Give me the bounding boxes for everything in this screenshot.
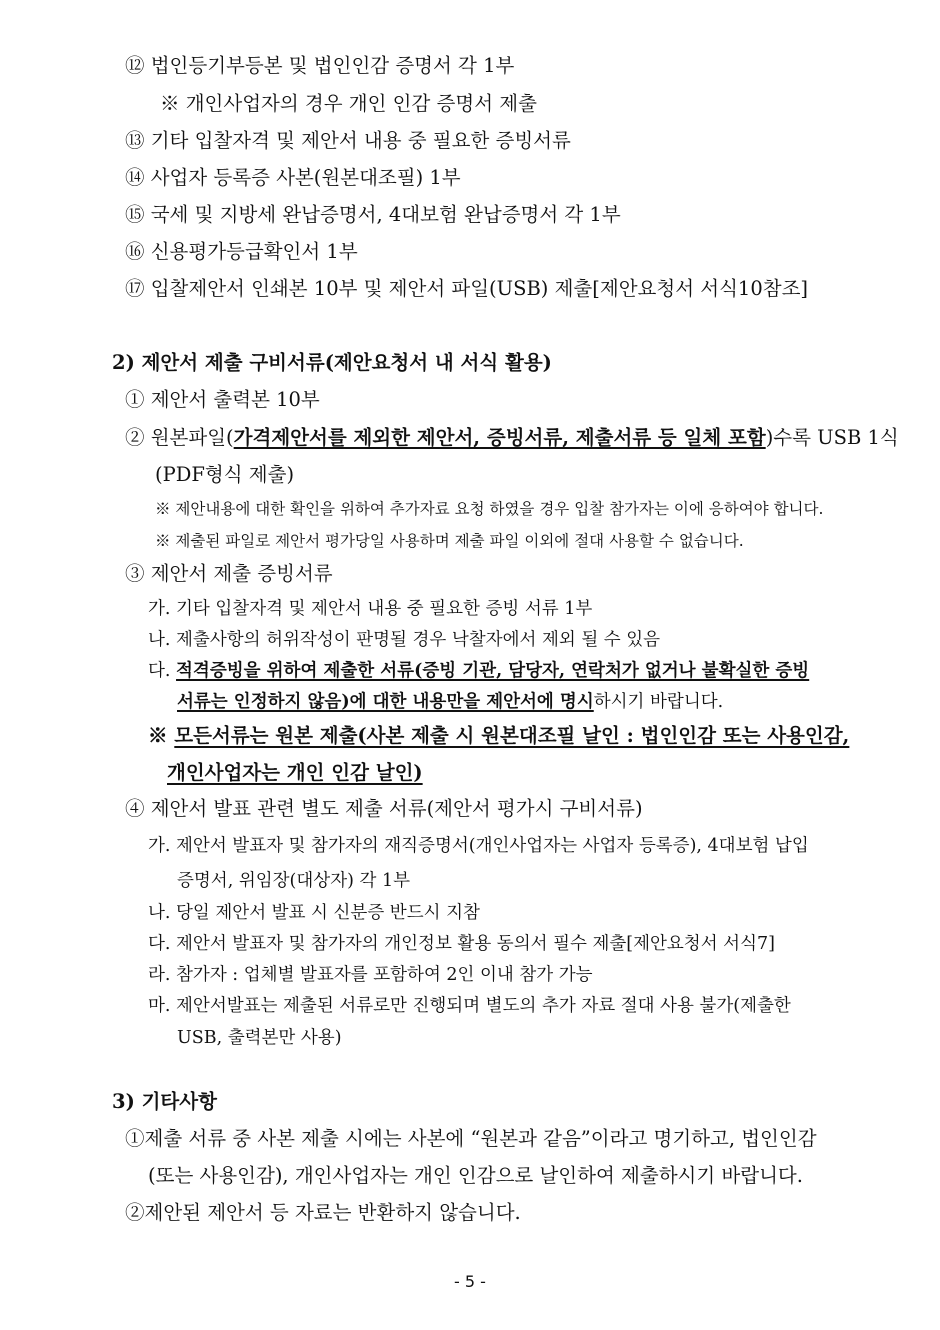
sec2-item-4-a: 가. 제안서 발표자 및 참가자의 재직증명서(개인사업자는 사업자 등록증), 4대보험 납입 [148,836,809,856]
sec2-item-4-e: 마. 제안서발표는 제출된 서류로만 진행되며 별도의 추가 자료 절대 사용 불가(제출한 [148,996,791,1016]
sec2-item-4-a-continued: 증명서, 위임장(대상자) 각 1부 [177,871,410,891]
sec2-item-3-c2-underlined: 서류는 인정하지 않음)에 대한 내용만을 제안서에 명시 [177,692,594,712]
sec2-note-2: ※ 제출된 파일로 제안서 평가당일 사용하며 제출 파일 이외에 절대 사용할 수 없습니다. [155,532,744,550]
sec2-item-4: ④ 제안서 발표 관련 별도 제출 서류(제안서 평가시 구비서류) [125,797,643,820]
sec2-item-4-b: 나. 당일 제안서 발표 시 신분증 반드시 지참 [148,903,480,923]
sec2-item-3-b: 나. 제출사항의 허위작성이 판명될 경우 낙찰자에서 제외 될 수 있음 [148,630,661,650]
sec2-warning-line-2-text: 개인사업자는 개인 인감 날인) [167,761,423,784]
sec2-item-3-c [148,663,809,681]
sec2-item-3-c-underlined: 적격증빙을 위하여 제출한 서류(증빙 기관, 담당자, 연락처가 없거나 불확실한 증빙 [176,661,810,681]
item-12-note: ※ 개인사업자의 경우 개인 인감 증명서 제출 [160,92,537,115]
page-number: - 5 - [454,1272,486,1291]
item-13: ⑬ 기타 입찰자격 및 제안서 내용 중 필요한 증빙서류 [125,129,571,152]
sec2-item-4-d: 라. 참가자 : 업체별 발표자를 포함하여 2인 이내 참가 가능 [148,965,593,985]
item-14: ⑭ 사업자 등록증 사본(원본대조필) 1부 [125,166,461,189]
item-16: ⑯ 신용평가등급확인서 1부 [125,240,358,263]
sec2-item-3: ③ 제안서 제출 증빙서류 [125,562,333,585]
sec2-item-3-c2-suffix: 하시기 바랍니다. [593,692,724,712]
item-15: ⑮ 국세 및 지방세 완납증명서, 4대보험 완납증명서 각 1부 [125,203,621,226]
item-17: ⑰ 입찰제안서 인쇄본 10부 및 제안서 파일(USB) 제출[제안요청서 서식10참조] [125,277,809,300]
sec2-item-2 [125,428,899,448]
sec2-warning [148,726,849,746]
sec2-item-4-c: 다. 제안서 발표자 및 참가자의 개인정보 활용 동의서 필수 제출[제안요청서 서식7] [148,934,775,954]
sec2-item-2-continued: (PDF형식 제출) [155,463,295,486]
sec2-item-3-a: 가. 기타 입찰자격 및 제안서 내용 중 필요한 증빙 서류 1부 [148,599,593,619]
section-2-heading: 2) 제안서 제출 구비서류(제안요청서 내 서식 활용) [112,351,552,374]
sec2-item-2-prefix: ② 원본파일( [125,426,234,449]
sec3-item-2: ②제안된 제안서 등 자료는 반환하지 않습니다. [125,1201,521,1224]
warning-mark: ※ [148,724,175,747]
sec2-warning-line-2 [167,763,423,783]
sec2-warning-line-1: 모든서류는 원본 제출(사본 제출 시 원본대조필 날인 : 법인인감 또는 사용인감, [174,724,850,747]
sec3-item-1: ①제출 서류 중 사본 제출 시에는 사본에 “원본과 같음”이라고 명기하고, 법인인감 [125,1127,817,1150]
sec2-item-3-c-prefix: 다. [148,661,177,681]
sec2-item-4-e-continued: USB, 출력본만 사용) [177,1028,342,1048]
sec2-item-3-c-continued [177,694,723,712]
sec2-item-2-emphasis: 가격제안서를 제외한 제안서, 증빙서류, 제출서류 등 일체 포함 [233,426,766,449]
sec2-item-1: ① 제안서 출력본 10부 [125,388,320,411]
sec2-note-1: ※ 제안내용에 대한 확인을 위하여 추가자료 요청 하였을 경우 입찰 참가자는 이에 응하여야 합니다. [155,500,824,518]
item-12: ⑫ 법인등기부등본 및 법인인감 증명서 각 1부 [125,54,515,77]
section-3-heading: 3) 기타사항 [112,1090,217,1113]
sec2-item-2-suffix: )수록 USB 1식 [765,426,899,449]
sec3-item-1-continued: (또는 사용인감), 개인사업자는 개인 인감으로 날인하여 제출하시기 바랍니다. [148,1164,803,1187]
